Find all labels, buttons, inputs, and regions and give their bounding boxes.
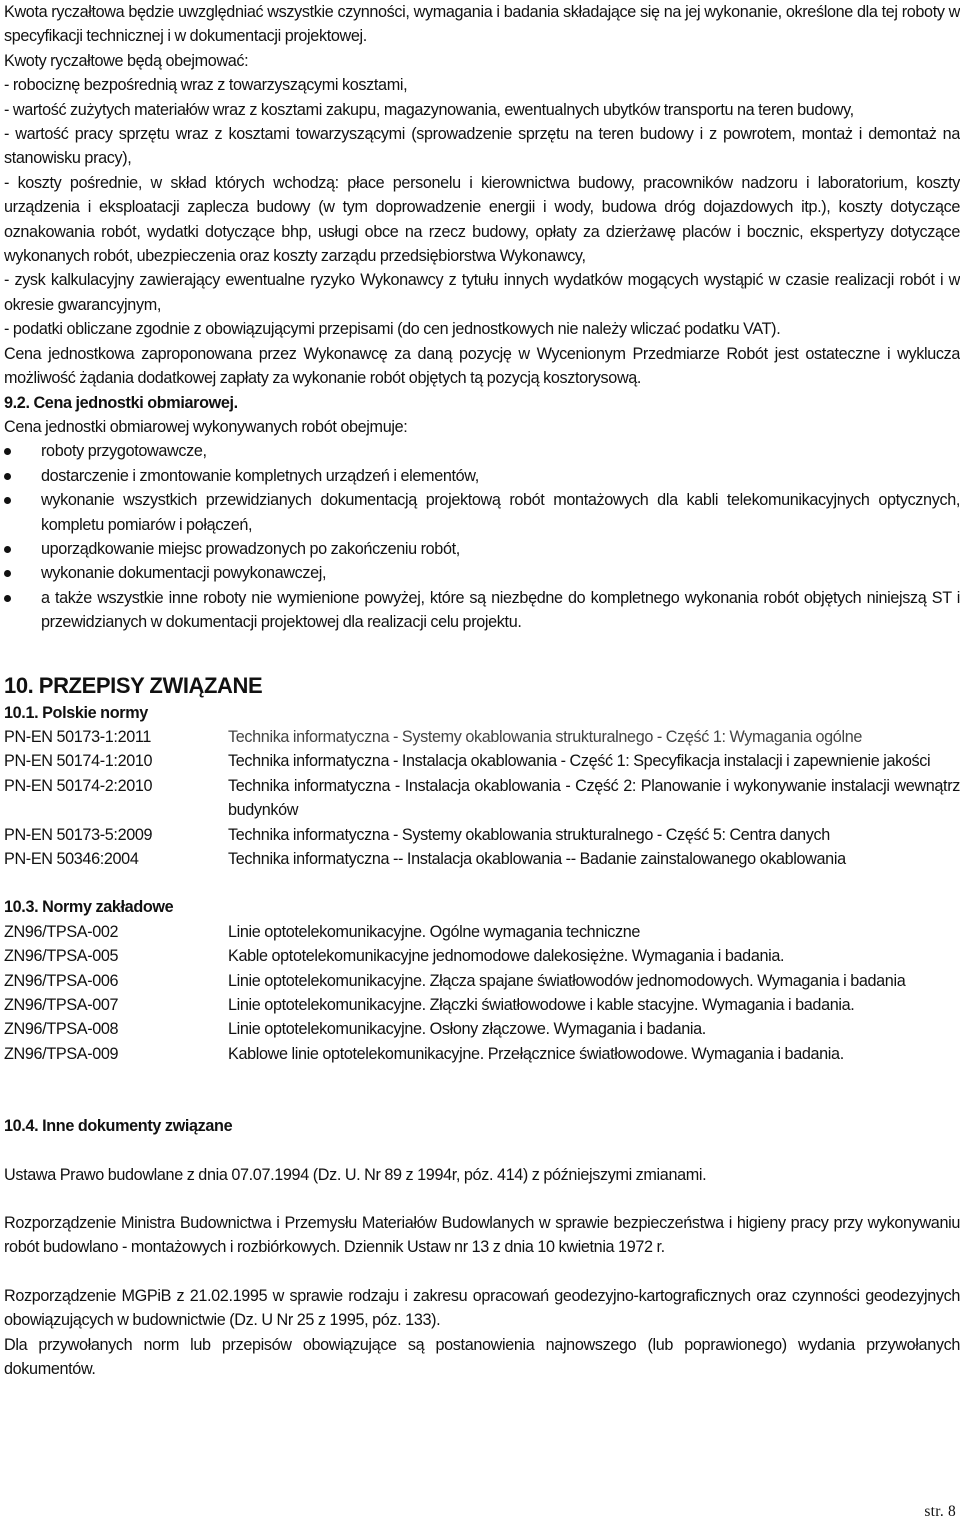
section-10-3-heading: 10.3. Normy zakładowe [4,898,174,917]
section-10-heading: 10. PRZEPISY ZWIĄZANE [4,672,263,698]
table-row [4,725,960,749]
table-row [4,749,960,773]
spacer [4,871,960,895]
standard-code: ZN96/TPSA-006 [4,971,119,990]
standard-code: ZN96/TPSA-009 [4,1044,119,1063]
standard-description: Technika informatyczna - Instalacja okablowania - Część 2: Planowanie i wykonywanie instalacji wewnątrz budynków [228,776,960,820]
standard-code: PN-EN 50346:2004 [4,850,139,868]
standard-code: ZN96/TPSA-002 [4,922,119,941]
related-document-building-law: Ustawa Prawo budowlane z dnia 07.07.1994 (Dz. U. Nr 89 z 1994r, póz. 414) z późniejszymi zmianami. [4,1165,707,1184]
standard-code: ZN96/TPSA-007 [4,996,119,1015]
table-row [4,1017,960,1041]
standard-code: PN-EN 50174-2:2010 [4,776,153,795]
bullet-icon [4,473,11,480]
list-item: dostarczenie i zmontowanie kompletnych urządzeń i elementów, [4,464,960,488]
spacer [4,1066,960,1090]
related-document-geodesy-regulation: Rozporządzenie MGPiB z 21.02.1995 w sprawie rodzaju i zakresu opracowań geodezyjno-kartograficznych oraz czynności geodezyjnych obowiązujących w budownictwie (Dz. U Nr 25 z 1995, póz. 133). [4,1286,960,1330]
intro-item-profit: - zysk kalkulacyjny zawierający ewentualne ryzyko Wykonawcy z tytułu innych wydatków mogących wystąpić w czasie realizacji robót i w okresie gwarancyjnym, [4,271,960,314]
list-item: wykonanie dokumentacji powykonawczej, [4,561,960,585]
table-row [4,993,960,1017]
standard-code: PN-EN 50173-5:2009 [4,825,153,844]
intro-item-equipment: - wartość pracy sprzętu wraz z kosztami towarzyszącymi (sprowadzenie sprzętu na teren budowy i z powrotem, montaż i demontaż na stanowisku pracy), [4,125,960,168]
table-row [4,944,960,968]
intro-item-taxes: - podatki obliczane zgodnie z obowiązującymi przepisami (do cen jednostkowych nie należy wliczać podatku VAT). [4,320,781,339]
table-row [4,920,960,944]
standard-description: Linie optotelekomunikacyjne. Ogólne wymagania techniczne [228,922,641,941]
bullet-icon [4,595,11,602]
table-row [4,1042,960,1066]
intro-item-materials: - wartość zużytych materiałów wraz z kosztami zakupu, magazynowania, ewentualnych ubytków transportu na teren budowy, [4,100,854,119]
table-row [4,847,960,871]
list-item: wykonanie wszystkich przewidzianych dokumentacją projektową robót montażowych dla kabli telekomunikacyjnych optycznych, kompletu pomiarów i połączeń, [4,488,960,537]
intro-paragraph-unit-price: Cena jednostkowa zaproponowana przez Wykonawcę za daną pozycję w Wycenionym Przedmiarze Robót jest ostateczne i wyklucza możliwość żądania dodatkowej zapłaty za wykonanie robót objętych tą pozycją kosztorysową. [4,344,960,388]
standard-description: Technika informatyczna - Instalacja okablowania - Część 1: Specyfikacja instalacji i zapewnienie jakości [228,752,931,771]
standard-description: Linie optotelekomunikacyjne. Złącza spajane światłowodów jednomodowych. Wymagania i badania [228,971,906,990]
intro-paragraph-2: Kwoty ryczałtowe będą obejmować: [4,51,249,70]
list-item: a także wszystkie inne roboty nie wymienione powyżej, które są niezbędne do kompletnego wykonania robót objętych niniejszą ST i przewidzianych w dokumentacji projektowej dla realizacji celu projektu. [4,586,960,635]
spacer [4,1090,960,1114]
table-row [4,823,960,847]
bullet-icon [4,570,11,577]
standard-description: Kablowe linie optotelekomunikacyjne. Przełącznice światłowodowe. Wymagania i badania. [228,1044,844,1063]
standard-description: Technika informatyczna -- Instalacja okablowania -- Badanie zainstalowanego okablowania [228,850,846,868]
list-item: uporządkowanie miejsc prowadzonych po zakończeniu robót, [4,537,960,561]
company-standards-table [4,920,960,1066]
bullet-icon [4,546,11,553]
spacer [4,1139,960,1163]
section-9-2-list [4,439,960,634]
related-documents-note: Dla przywołanych norm lub przepisów obowiązujące są postanowienia najnowszego (lub poprawionego) wydania przywołanych dokumentów. [4,1335,960,1379]
standard-description: Technika informatyczna - Systemy okablowania strukturalnego - Część 5: Centra danych [228,825,830,844]
intro-paragraph-1: Kwota ryczałtowa będzie uwzględniać wszystkie czynności, wymagania i badania składające się na jej wykonanie, określone dla tej roboty w specyfikacji technicznej i w dokumentacji projektowej. [4,3,960,46]
standard-description: Technika informatyczna - Systemy okablowania strukturalnego - Część 1: Wymagania ogólne [228,727,862,746]
bullet-icon [4,448,11,455]
table-row [4,969,960,993]
related-document-safety-regulation: Rozporządzenie Ministra Budownictwa i Przemysłu Materiałów Budowlanych w sprawie bezpieczeństwa i higieny pracy przy wykonywaniu robót budowlano - montażowych i rozbiórkowych. Dziennik Ustaw nr 13 z dnia 10 kwietnia 1972 r. [4,1214,960,1257]
table-row [4,774,960,823]
section-9-2-lead: Cena jednostki obmiarowej wykonywanych robót obejmuje: [4,417,408,436]
section-10-1-heading: 10.1. Polskie normy [4,703,148,722]
page-number: str. 8 [924,1503,956,1520]
standard-code: PN-EN 50173-1:2011 [4,727,151,746]
standard-code: ZN96/TPSA-008 [4,1020,119,1039]
document-page [4,0,960,1382]
standard-code: PN-EN 50174-1:2010 [4,752,153,771]
polish-standards-table [4,725,960,871]
intro-item-indirect-costs: - koszty pośrednie, w skład których wchodzą: płace personelu i kierownictwa budowy, pracowników nadzoru i laboratorium, koszty urządzenia i eksploatacji zaplecza budowy (w tym doprowadzenie energii i wody, budowa dróg dojazdowych itp.), koszty dotyczące oznakowania robót, wydatki dotyczące bhp, usługi obce na rzecz budowy, opłaty za dzierżawę placów i bocznic, ekspertyzy dotyczące wykonanych robót, ubezpieczenia oraz koszty zarządu przedsiębiorstwa Wykonawcy, [4,173,960,266]
standard-description: Kable optotelekomunikacyjne jednomodowe dalekosiężne. Wymagania i badania. [228,947,785,966]
section-9-2-heading: 9.2. Cena jednostki obmiarowej. [4,393,238,412]
section-10-4-heading: 10.4. Inne dokumenty związane [4,1117,233,1136]
standard-description: Linie optotelekomunikacyjne. Osłony złączowe. Wymagania i badania. [228,1020,706,1039]
intro-item-labor: - robociznę bezpośrednią wraz z towarzyszącymi kosztami, [4,76,408,95]
list-item: roboty przygotowawcze, [4,439,960,463]
standard-description: Linie optotelekomunikacyjne. Złączki światłowodowe i kable stacyjne. Wymagania i badania. [228,996,855,1015]
spacer [4,1187,960,1211]
standard-code: ZN96/TPSA-005 [4,947,119,966]
spacer [4,1260,960,1284]
bullet-icon [4,497,11,504]
